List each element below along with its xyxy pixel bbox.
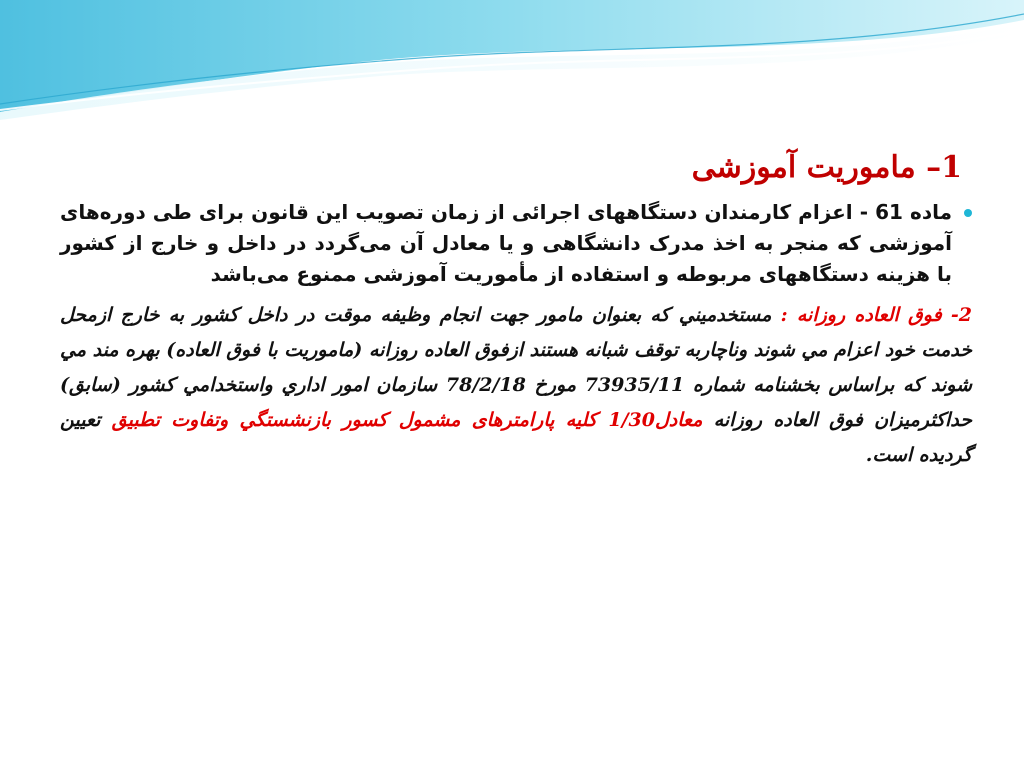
allowance-text-1: مستخدميني كه بعنوان مامور جهت انجام وظيفه موقت در داخل كشور به خارج ازمحل خدمت خود اعزام مي شوند وناچاربه توقف شبانه هستند ازفوق العاده روزانه (ماموريت با فوق العاده) بهره مند مي شوند كه براساس بخشنامه شماره 73935/11 مورخ 78/2/18 سازمان امور اداري واستخدامي كشور (سابق) حداكثرميزان فوق العاده روزانه xyxy=(60,304,973,431)
header-wave-decoration xyxy=(0,0,1024,120)
bullet-dot-icon xyxy=(964,209,972,217)
allowance-paragraph xyxy=(60,298,972,473)
bullet-lead: ماده 61 - xyxy=(852,200,952,224)
bullet-text: اعزام کارمندان دستگاههای اجرائی از زمان تصويب اين قانون برای طی دوره‌های آموزشی که منجر به اخذ مدرک دانشگاهی و يا معادل آن می‌گردد در داخل و خارج از کشور با هزينه دستگاههای مربوطه و استفاده از مأموريت آموزشی ممنوع می‌باشد xyxy=(60,200,952,286)
bullet-item xyxy=(60,197,972,290)
slide-title: 1– ماموريت آموزشی xyxy=(691,150,962,185)
allowance-label: 2- فوق العاده روزانه : xyxy=(780,304,973,326)
allowance-highlight: معادل1/30 كليه پارامترهای مشمول كسور بازنشستگي وتفاوت تطبيق xyxy=(111,409,703,431)
allowance-text-2: تعيين گرديده است. xyxy=(60,409,972,466)
slide-content xyxy=(60,148,972,473)
